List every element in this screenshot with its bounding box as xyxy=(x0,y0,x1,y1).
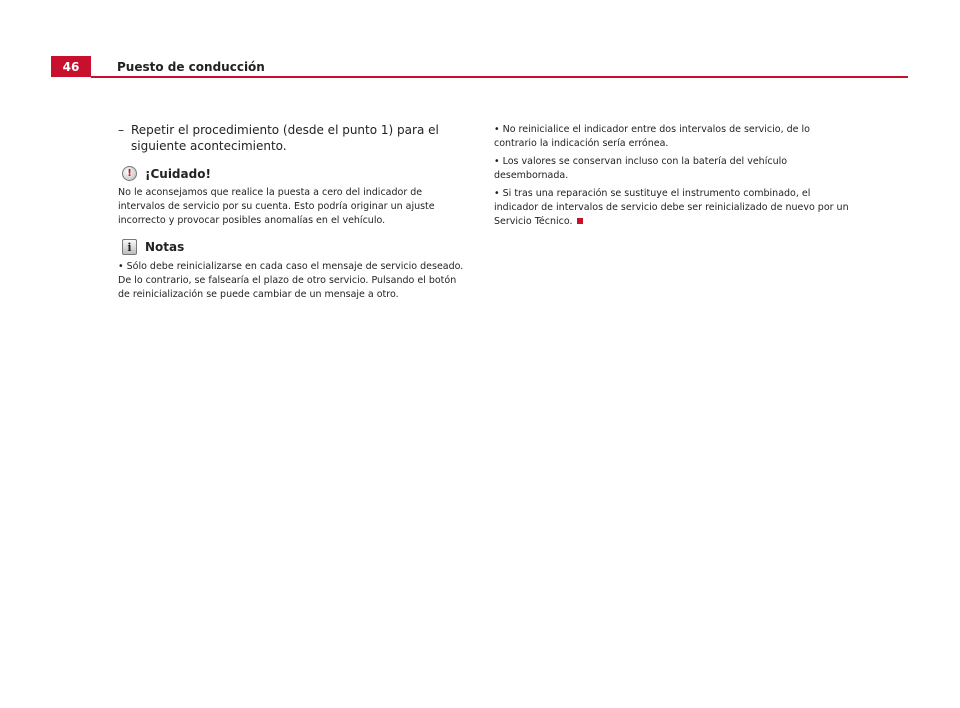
warning-block xyxy=(118,166,470,228)
note-item xyxy=(494,187,854,229)
note-item: • No reinicialice el indicador entre dos intervalos de servicio, de lo contrario la indicación sería errónea. xyxy=(494,124,810,149)
warning-icon: ! xyxy=(122,166,137,181)
step-text: Repetir el procedimiento (desde el punto 1) para el siguiente acontecimiento. xyxy=(131,123,439,153)
notes-heading xyxy=(118,239,470,255)
page-number: 46 xyxy=(51,56,91,77)
step-dash: – xyxy=(118,123,124,137)
info-icon: i xyxy=(122,239,137,255)
procedure-step xyxy=(118,122,470,154)
notes-title: Notas xyxy=(145,240,185,254)
warning-heading xyxy=(118,166,470,181)
left-column xyxy=(118,122,470,302)
end-marker-icon xyxy=(577,218,583,224)
note-item: • Los valores se conservan incluso con la batería del vehículo desembornada. xyxy=(494,156,788,181)
warning-title: ¡Cuidado! xyxy=(145,166,211,181)
notes-block xyxy=(118,239,470,302)
page-header xyxy=(51,56,908,78)
notes-text: • Sólo debe reinicializarse en cada caso el mensaje de servicio deseado. De lo contrario, se falsearía el plazo de otro servicio. Pulsando el botón de reinicialización se puede cambiar de un mensaje a otro. xyxy=(118,261,464,300)
warning-text: No le aconsejamos que realice la puesta a cero del indicador de intervalos de servicio por su cuenta. Esto podría originar un ajuste incorrecto y provocar posibles anomalías en el vehículo. xyxy=(118,187,435,226)
page-title: Puesto de conducción xyxy=(117,60,265,74)
right-column xyxy=(494,123,854,233)
note-item-text: • Si tras una reparación se sustituye el instrumento combinado, el indicador de intervalos de servicio debe ser reinicializado de nuevo por un Servicio Técnico. xyxy=(494,188,849,227)
header-rule xyxy=(91,76,908,78)
